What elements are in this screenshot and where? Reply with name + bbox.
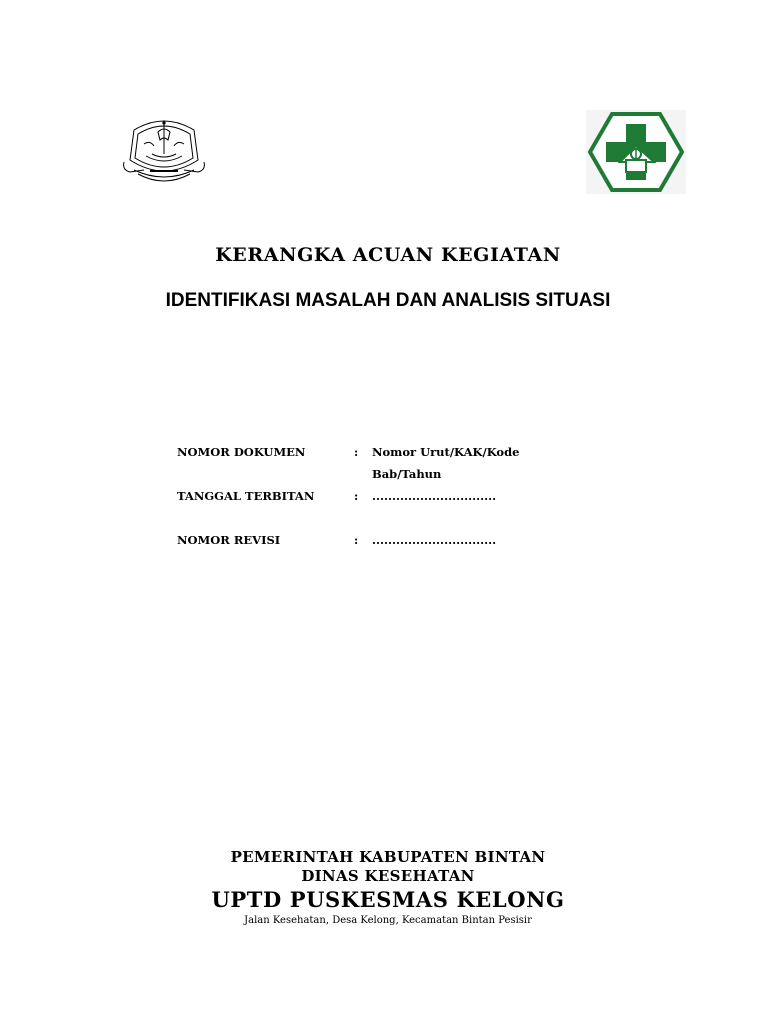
- document-number-label: NOMOR DOKUMEN: [177, 445, 306, 459]
- institution-footer: [0, 848, 768, 928]
- government-name: PEMERINTAH KABUPATEN BINTAN: [230, 848, 546, 866]
- document-title: KERANGKA ACUAN KEGIATAN: [215, 244, 561, 266]
- document-number-value: Nomor Urut/KAK/Kode Bab/Tahun: [372, 445, 520, 481]
- revision-number-value: ...............................: [372, 533, 497, 547]
- document-number-colon: :: [354, 445, 359, 459]
- issue-date-value: ...............................: [372, 489, 497, 503]
- revision-number-colon: :: [354, 533, 359, 547]
- document-subtitle: IDENTIFIKASI MASALAH DAN ANALISIS SITUASI: [165, 290, 611, 311]
- department-name: DINAS KESEHATAN: [301, 867, 475, 885]
- kabupaten-bintan-emblem-icon: [120, 110, 208, 186]
- issue-date-label: TANGGAL TERBITAN: [177, 489, 315, 503]
- puskesmas-cross-logo-icon: [586, 110, 686, 194]
- institution-name: UPTD PUSKESMAS KELONG: [211, 887, 565, 912]
- revision-number-label: NOMOR REVISI: [177, 533, 281, 547]
- issue-date-colon: :: [354, 489, 359, 503]
- institution-address: Jalan Kesehatan, Desa Kelong, Kecamatan Bintan Pesisir: [244, 915, 532, 926]
